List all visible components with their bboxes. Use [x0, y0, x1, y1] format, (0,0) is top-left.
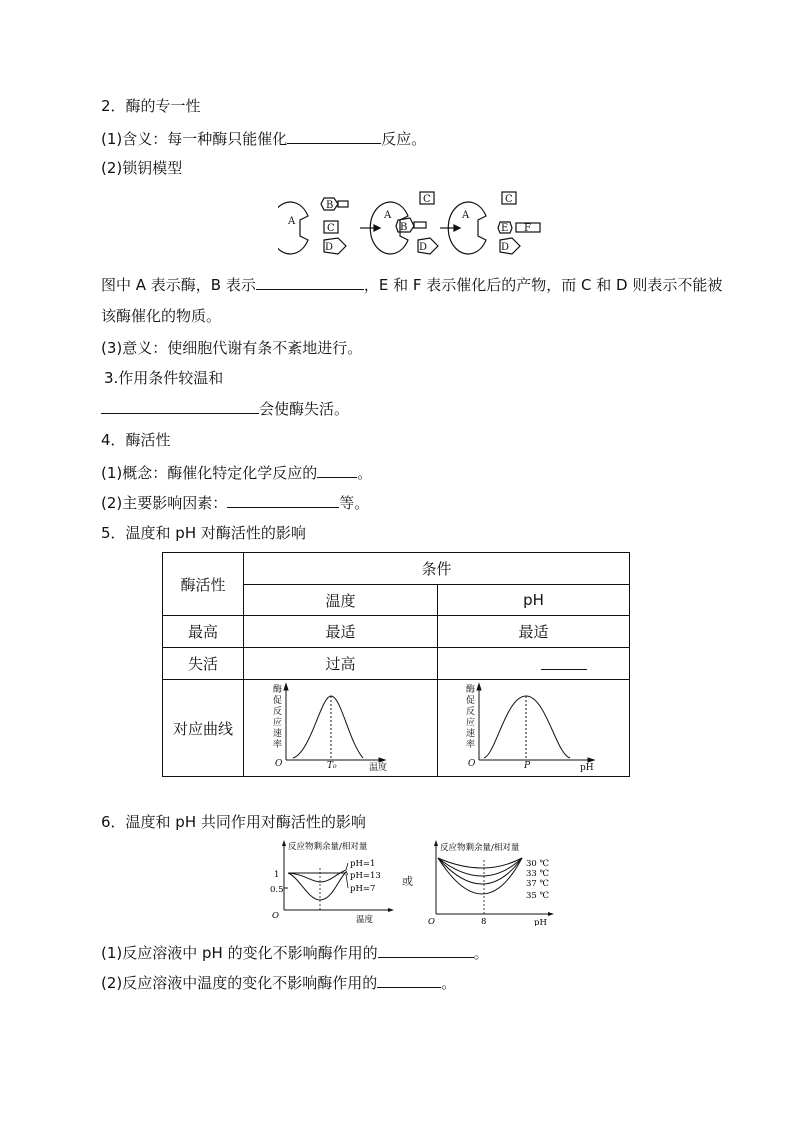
temp-curve	[271, 682, 411, 774]
series-label: 33 ℃	[526, 869, 550, 879]
y-tick-label: 1	[274, 870, 280, 880]
x-axis-label: pH	[534, 918, 547, 926]
table-row-optimal: 最高	[163, 616, 244, 648]
x-axis-arrow	[388, 908, 394, 912]
section-6-heading: 6．温度和 pH 共同作用对酶活性的影响	[101, 813, 366, 831]
series-leader	[346, 863, 348, 870]
section-5-heading: 5．温度和 pH 对酶活性的影响	[101, 524, 306, 542]
or-label: 或	[402, 875, 413, 888]
svg-text:E: E	[501, 223, 509, 234]
x-axis-label: 温度	[356, 915, 374, 924]
y-tick-label: 0.5	[270, 885, 284, 895]
answer-blank[interactable]	[377, 972, 441, 988]
svg-text:T₀: T₀	[326, 761, 337, 771]
section-2-heading: 2．酶的专一性	[101, 97, 201, 115]
svg-text:反: 反	[465, 707, 475, 717]
series-label: 35 ℃	[526, 891, 550, 901]
series-label: 37 ℃	[526, 879, 550, 889]
answer-blank[interactable]	[317, 462, 357, 478]
table-cell-ph-curve	[438, 680, 630, 777]
svg-text:酶: 酶	[465, 685, 475, 695]
lock-key-figure	[278, 188, 548, 264]
series-leader	[346, 874, 348, 888]
series-label: 30 ℃	[526, 859, 550, 869]
s4-factors: (2)主要影响因素： 等。	[101, 494, 370, 512]
svg-text:C: C	[327, 223, 335, 234]
answer-blank[interactable]	[541, 654, 587, 670]
series-label: pH=13	[350, 871, 381, 881]
svg-text:促: 促	[465, 696, 475, 706]
series-label: pH=7	[350, 884, 376, 894]
svg-text:B: B	[400, 222, 408, 233]
svg-text:F: F	[524, 223, 531, 234]
svg-text:O: O	[274, 759, 282, 769]
origin-label: O	[272, 911, 279, 921]
y-axis-label: 反应物剩余量/相对量	[288, 842, 368, 852]
s2-description-line2: 该酶催化的物质。	[101, 307, 222, 325]
table-row-inactive: 失活	[163, 648, 244, 680]
svg-text:B: B	[326, 200, 334, 211]
svg-text:酶: 酶	[272, 685, 282, 695]
s2-significance: (3)意义：使细胞代谢有条不紊地进行。	[101, 339, 363, 357]
series-label: pH=1	[350, 859, 376, 869]
svg-text:P: P	[523, 761, 530, 771]
ph-curve	[464, 682, 604, 774]
table-col-temp: 温度	[244, 585, 438, 616]
svg-text:D: D	[325, 242, 334, 253]
svg-text:C: C	[505, 194, 513, 205]
table-conditions-header: 条件	[244, 553, 630, 585]
answer-blank[interactable]	[378, 942, 474, 958]
svg-text:反: 反	[272, 707, 282, 717]
s6-question-1: (1)反应溶液中 pH 的变化不影响酶作用的 。	[101, 944, 489, 962]
origin-label: O	[428, 917, 435, 926]
series-line	[438, 858, 522, 876]
svg-text:速: 速	[272, 729, 282, 739]
y-axis-arrow	[434, 840, 438, 846]
s2-model-label: (2)锁钥模型	[101, 159, 183, 177]
svg-text:促: 促	[272, 696, 282, 706]
svg-text:率: 率	[272, 740, 282, 750]
s6-question-2: (2)反应溶液中温度的变化不影响酶作用的 。	[101, 974, 457, 992]
answer-blank[interactable]	[227, 492, 339, 508]
table-cell: 最适	[244, 616, 438, 648]
series-line	[288, 872, 346, 900]
answer-blank[interactable]	[101, 398, 259, 414]
table-corner: 酶活性	[163, 553, 244, 616]
section-3-heading: 3.作用条件较温和	[104, 369, 224, 387]
table-cell: 过高	[244, 648, 438, 680]
s2-description-line1: 图中 A 表示酶，B 表示 ，E 和 F 表示催化后的产物，而 C 和 D 则表示不能被	[101, 276, 723, 294]
y-axis-label: 反应物剩余量/相对量	[440, 843, 520, 853]
s2-meaning: (1)含义：每一种酶只能催化 反应。	[101, 130, 427, 148]
y-axis-arrow	[282, 840, 286, 846]
svg-text:速: 速	[465, 729, 475, 739]
svg-text:应: 应	[465, 718, 475, 728]
table-col-ph: pH	[438, 585, 630, 616]
svg-text:A: A	[384, 210, 392, 221]
svg-text:C: C	[423, 194, 431, 205]
section-4-heading: 4．酶活性	[101, 431, 171, 449]
table-cell: 最适	[438, 616, 630, 648]
answer-blank[interactable]	[256, 274, 364, 290]
chart-ph-temperature-combined	[426, 838, 560, 926]
x-axis-arrow	[548, 912, 554, 916]
s3-conditions: 会使酶失活。	[101, 398, 349, 419]
chart-temperature-ph-combined	[268, 838, 398, 924]
table-cell-temp-curve	[244, 680, 438, 777]
svg-text:温度: 温度	[368, 763, 387, 773]
svg-text:率: 率	[465, 740, 475, 750]
svg-text:O: O	[467, 759, 475, 769]
series-line	[438, 858, 522, 884]
enzyme-activity-table	[162, 552, 630, 777]
svg-text:D: D	[419, 242, 428, 253]
svg-text:pH: pH	[579, 763, 594, 773]
s4-concept: (1)概念：酶催化特定化学反应的 。	[101, 464, 373, 482]
svg-text:A: A	[288, 216, 296, 227]
table-row-curve: 对应曲线	[163, 680, 244, 777]
x-tick-label: 8	[481, 917, 487, 926]
answer-blank[interactable]	[287, 128, 381, 144]
table-cell	[438, 648, 630, 680]
svg-text:应: 应	[272, 718, 282, 728]
svg-text:A: A	[462, 210, 470, 221]
svg-text:D: D	[501, 242, 510, 253]
